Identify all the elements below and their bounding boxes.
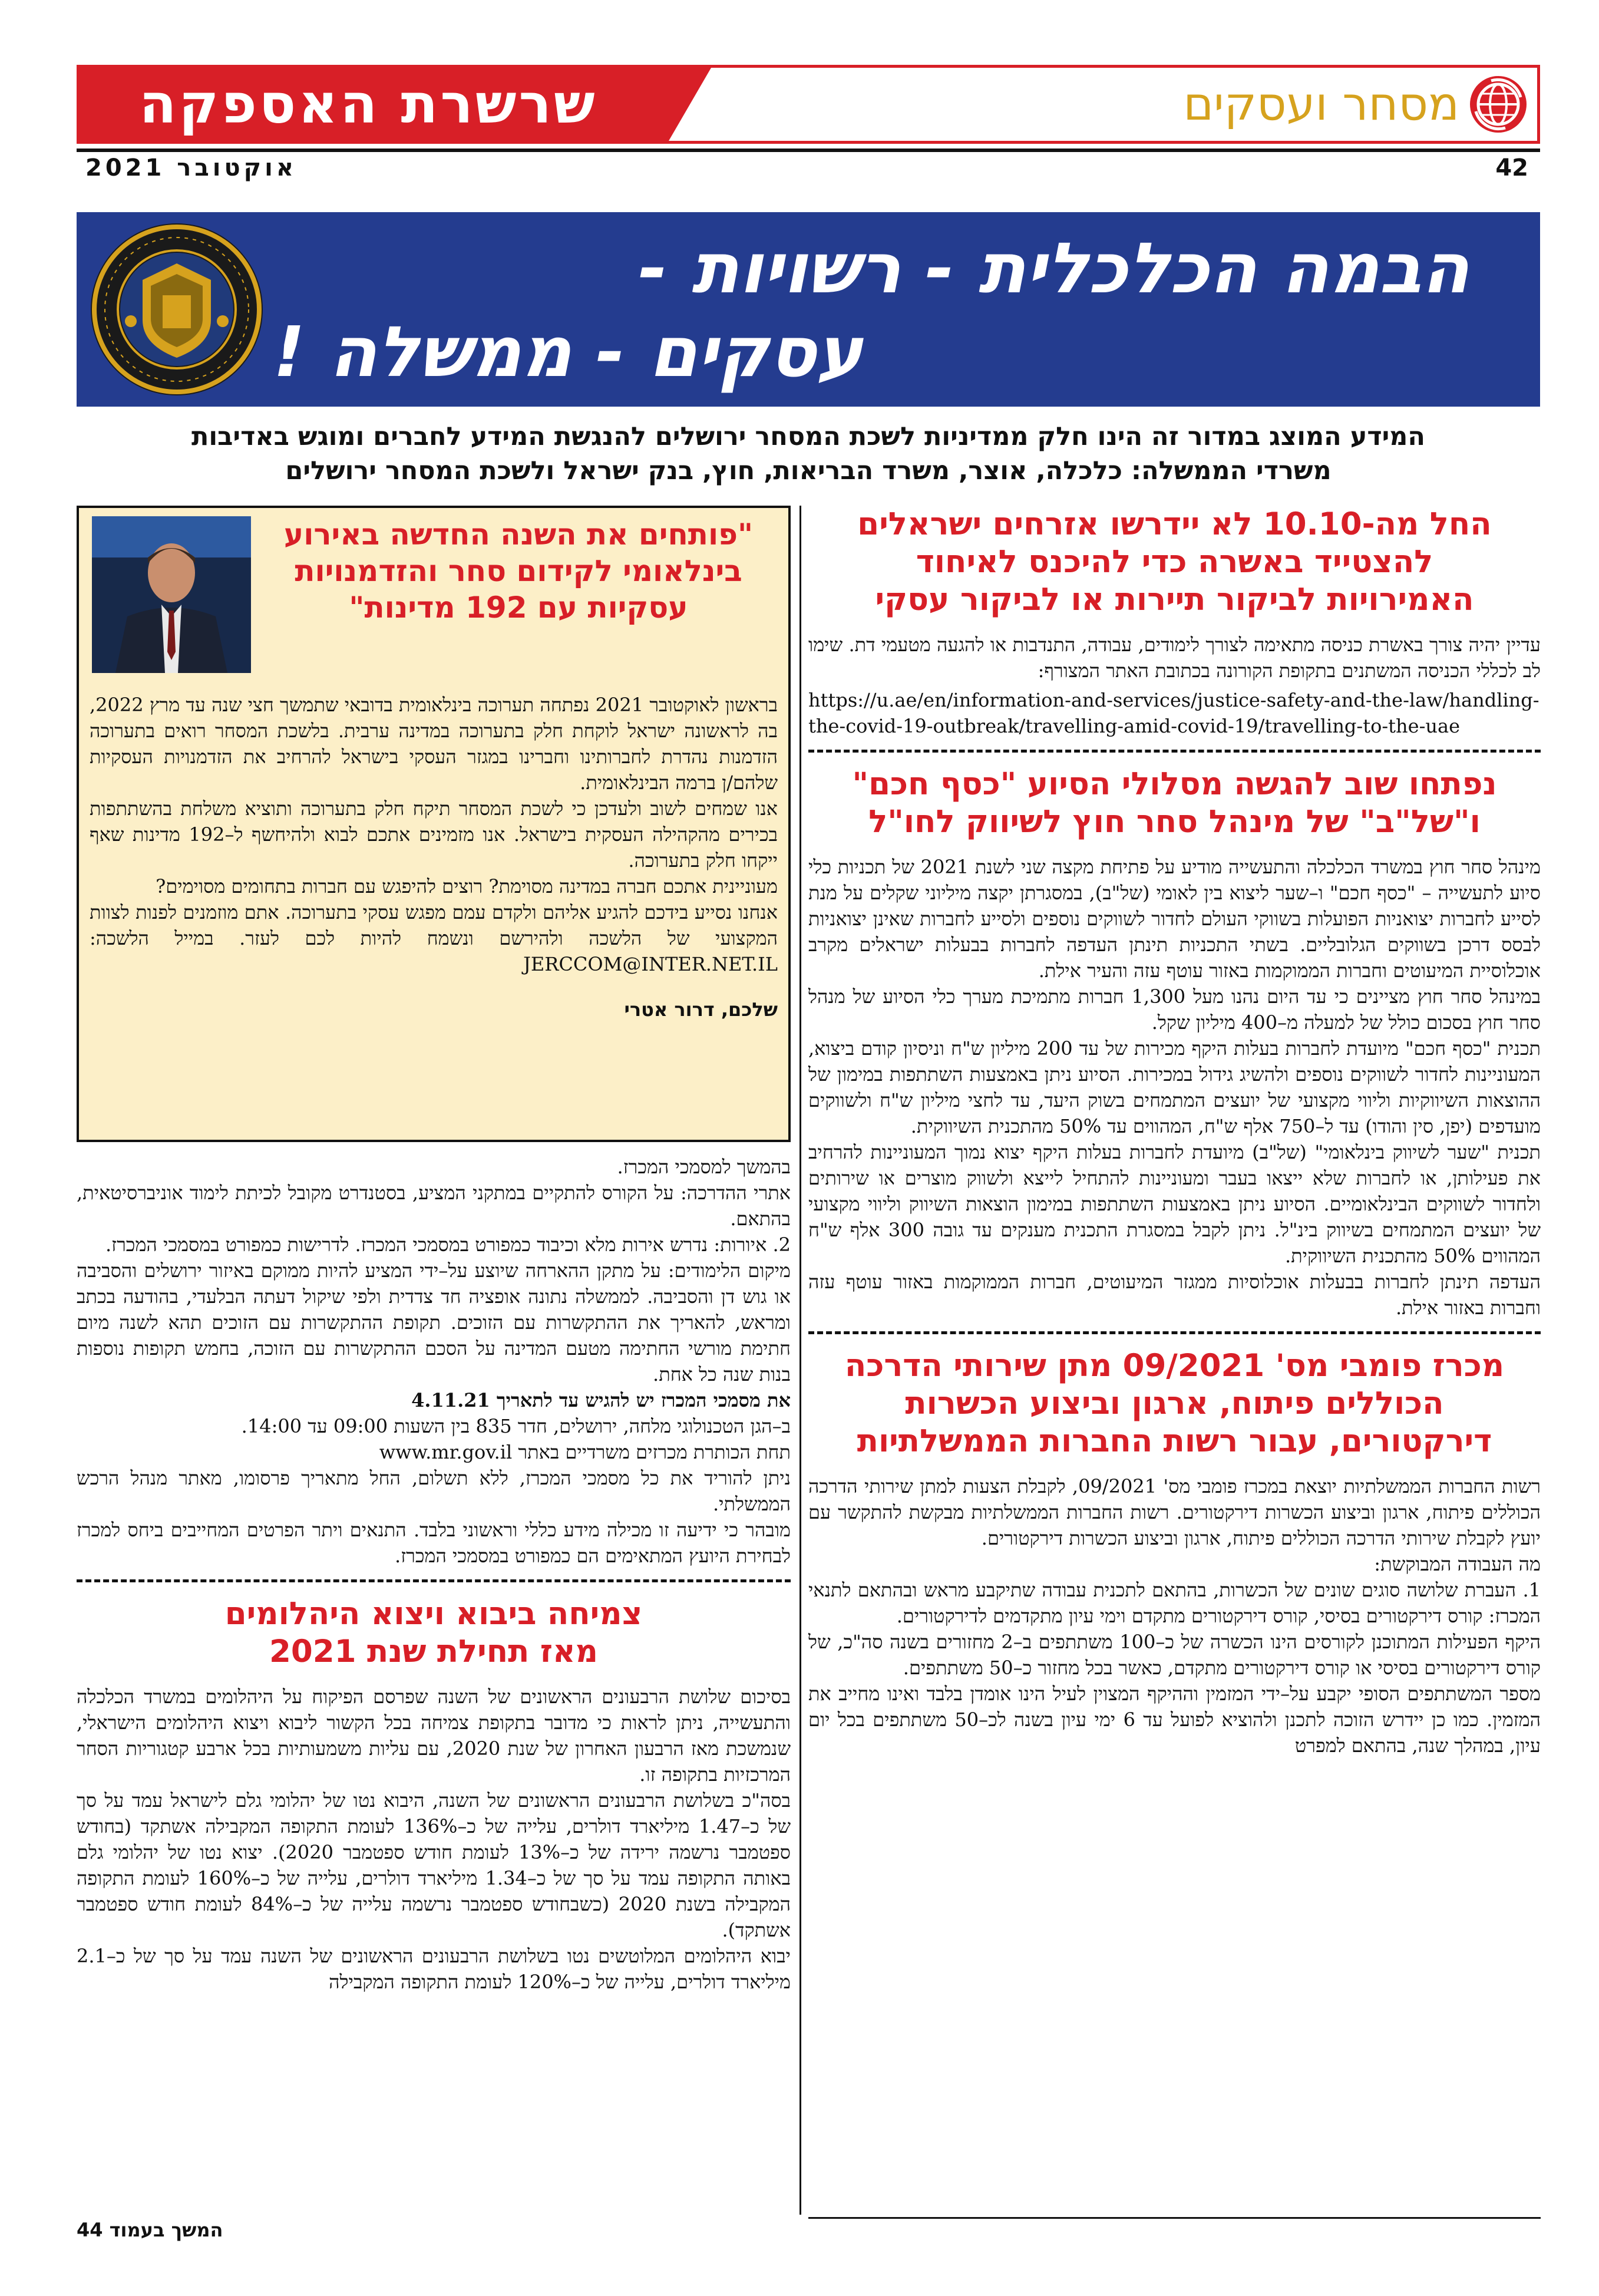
publication-name: שרשרת האספקה (139, 72, 597, 136)
chamber-seal-logo (88, 221, 265, 400)
editorial-paragraph: אנחנו נסייע בידכם להגיע אליהם ולקדם עמם מפגש עסקי בתערוכה. אתם מוזמנים לפנות לצוות המקצועי של הלשכה ולהירשם ונשמח להיות לכם לעזר. במייל הלשכה: JERCCOM@INTER.NET.IL (90, 901, 778, 975)
page-header (77, 65, 1540, 144)
column-divider (800, 506, 801, 2215)
article2-body (808, 854, 1541, 1321)
editorial-headline: "פותחים את השנה החדשה באירוע בינלאומי לקידום סחר והזדמנויות עסקיות עם 192 מדינות" (283, 517, 754, 625)
header-divider (77, 149, 1540, 152)
dashed-divider (808, 1331, 1541, 1334)
banner-title-line1: הבמה הכלכלית - רשויות - (638, 227, 1469, 309)
article4-paragraph: יבוא היהלומים המלוטשים נטו בשלושת הרבעונים הראשונים של השנה עמד על סך של כ–2.1 מיליארד דולרים, עלייה של כ–120% לעומת התקופה המקבילה (77, 1945, 791, 1993)
dashed-divider (808, 750, 1541, 753)
article3-paragraph: 1. העברת שלושה סוגים שונים של הכשרות, בהתאם לתכנית עבודה שתיקבע מראש ובהתאם לתנאי המכרז: קורס דירקטורים בסיסי, קורס דירקטורים מתקדם וימי עיון מתקדמים לדירקטורים. (808, 1579, 1541, 1627)
article3-paragraph: מה העבודה המבוקשת: (1374, 1553, 1541, 1575)
article4-headline: צמיחה ביבוא ויצוא היהלומים מאז תחילת שנת 2021 (224, 1596, 643, 1670)
article3-body (808, 1473, 1541, 1759)
article3-paragraph: מספר המשתתפים הסופי יקבע על–ידי המזמין וההיקף המצוין לעיל הינו אומדן בלבד ואינו מחייב את המזמין. כמו כן יידרש הזוכה לתכנן ולהוציא לפועל עד 6 ימי עיון בשנה לכ–50 משתתפים בכל יום עיון, במהלך שנה, בהתאם למפרט (808, 1683, 1541, 1757)
article2-paragraph: תכנית "כסף חכם" מיועדת לחברות בעלות היקף מכירות של עד 200 מיליון ש"ח וניסיון קודם ביצוא, המעוניינות לחדור לשווקים נוספים ולהשיג גידול במכירות. הסיוע ניתן באמצעות השתתפות במימון של ההוצאות השיווקיות וליווי מקצועי של יועצים המתמחים בשוק היעד, עד לחצי מיליון ש"ח ולשווקים מועדפים (יפן, סין והודו) עד ל–750 אלף ש"ח, המהווים עד 50% מהתכנית השיווקית. (808, 1037, 1541, 1137)
tender-paragraph: בהמשך למסמכי המכרז. (617, 1156, 791, 1178)
article2-paragraph: העדפה תינתן לחברות בבעלות אוכלוסיות ממגזר המיעוטים, חברות הממוקמות באזור עוטף עזה וחברות באזור אילת. (808, 1271, 1541, 1319)
article2-headline: נפתחו שוב להגשה מסלולי הסיוע "כסף חכם" ו"של"ב" של מינהל סחר חוץ לשיווק לחו"ל (852, 766, 1497, 840)
dashed-divider (77, 1579, 791, 1582)
tender-continued (77, 1154, 791, 1995)
intro-line1: המידע המוצג במדור זה הינו חלק ממדיניות לשכת המסחר ירושלים להנגשת המידע לחברים ומוגש באדיבות (191, 422, 1425, 451)
page-number: 42 (1495, 154, 1528, 182)
header-red-panel (80, 68, 669, 141)
continued-on-page: המשך בעמוד 44 (77, 2219, 223, 2241)
issue-date: אוקטובר 2021 (85, 154, 297, 182)
editorial-paragraph: מעוניינית אתכם חברה במדינה מסוימת? רוצים להיפגש עם חברות בתחומים מסוימים? (156, 875, 778, 898)
editorial-body (90, 692, 778, 977)
article3-headline: מכרז פומבי מס' 09/2021 מתן שירותי הדרכה הכוללים פיתוח, ארגון וביצוע הכשרות דירקטורים, עבור רשות החברות הממשלתיות (844, 1348, 1505, 1459)
article1-url: https://u.ae/en/information-and-services/justice-safety-and-the-law/handling-the-covid-19-outbreak/travelling-amid-covid-19/travelling-to-the-uae (808, 689, 1539, 737)
feature-banner (77, 212, 1540, 407)
tender-deadline: את מסמכי המכרז יש להגיש עד לתאריך 4.11.21 (411, 1389, 791, 1411)
article2-paragraph: מינהל סחר חוץ במשרד הכלכלה והתעשייה מודיע על פתיחת מקצה שני לשנת 2021 של תכניות כלי סיוע לתעשייה – "כסף חכם" ו–שער ליצוא בין לאומי (של"ב), במסגרתן יקצה מיליוני שקלים על מנת לסייע לחברות יצואניות הפועלות בשווקי העולם לחדור לשווקים נוספים ולסייע לחברות שאינן יצואניות לבסס דרכן בשווקים הגלובליים. בשתי התכניות תינתן העדפה לחברות בבעלות ישראלים מקרב אוכלוסיית המיעוטים וחברות הממוקמות באזור עוטף עזה והעיר אילת. (808, 856, 1541, 982)
intro-text (77, 420, 1540, 488)
article3-paragraph: היקף הפעילות המתוכנן לקורסים הינו הכשרה של כ–100 משתתפים ב–2 מחזורים בשנה סה"כ, של קורס דירקטורים בסיסי או קורס דירקטורים מתקדם, כאשר בכל מחזור כ–50 משתתפים. (808, 1631, 1541, 1679)
editorial-box (77, 506, 791, 1142)
article1-headline: החל מה-10.10 לא יידרשו אזרחים ישראלים להצטייד באשרה כדי להיכנס לאיחוד האמירויות לביקור תיירות או לביקור עסקי (857, 506, 1492, 618)
article2-paragraph: במינהל סחר חוץ מציינים כי עד היום נהנו מעל 1,300 חברות מתמיכת מערך כלי הסיוע של מנהל סחר חוץ בסכום כולל של למעלה מ–400 מיליון שקל. (808, 985, 1541, 1034)
article4-paragraph: בסיכום שלושת הרבעונים הראשונים של השנה שפרסם הפיקוח על היהלומים במשרד הכלכלה והתעשייה, ניתן לראות כי מדובר בתקופת צמיחה בכל הקשור ליבוא ויצוא היהלומים הישראלי, שנמשכת מאז הרבעון האחרון של שנת 2020, עם עליות משמעותיות בכל ארבע קטגוריות הסחר המרכזיות בתקופה זו. (77, 1685, 791, 1786)
tender-paragraph: מיקום הלימודים: על מתקן ההארחה שיוצע על–ידי המציע להיות ממוקם באיזור ירושלים והסביבה או גוש דן והסביבה. לממשלה נתונה אופציה חד צדדית ולפי שיקול דעתה הבלעדי, בהודעה בכתב ומראש, להאריך את ההתקשרות עם הזוכים. תקופת ההתקשרות עם הזוכים תהא לשנה מיום חתימת מורשי החתימה מטעם המדינה על הסכם ההתקשרות עם הזוכה, בחמש תקופות נוספות בנות שנה כל אחת. (77, 1259, 791, 1385)
tender-paragraph: 2. איורות: נדרש אירות מלא וכיבוד כמפורט במסמכי המכרז. לדרישות כמפורט במסמכי המכרז. (105, 1233, 791, 1256)
tender-note: מובהר כי ידיעה זו מכילה מידע כללי וראשוני בלבד. התנאים ויתר הפרטים המחייבים ביחס למכרז לבחירת היועץ המתאימים הם כמפורט במסמכי המכרז. (77, 1519, 791, 1567)
tender-address: ב–הגן הטכנולוגי מלחה, ירושלים, חדר 835 בין השעות 09:00 עד 14:00. (241, 1415, 791, 1437)
footer-rule (808, 2217, 1541, 2219)
article4-body (77, 1684, 791, 1995)
editorial-paragraph: בראשון לאוקטובר 2021 נפתחה תערוכה בינלאומית בדובאי שתמשך חצי שנה עד מרץ 2022, בה לראשונה ישראל לוקחת חלק בתערוכה במדינה ערבית. בלשכת המסחר רואים בתערוכה הזדמנות נהדרת לחברותינו וחברינו במגזר העסקי בישראל להרחיב את הזדמנויות העסקיות שלהם/ן ברמה הבינלאומית. (90, 694, 778, 794)
globe-icon (1470, 76, 1527, 133)
article1-body: עדיין יהיה צורך באשרת כניסה מתאימה לצורך לימודים, עבודה, התנדבות או להגעה מטעמי דת. שימו לב לכללי הכניסה המשתנים בתקופת הקורונה בכתובת האתר המצורף: (808, 634, 1541, 682)
tender-site: תחת הכותרת מכרזים משרדיים באתר www.mr.gov.il (379, 1441, 791, 1463)
editorial-signature: שלכם, דרור אטרי (624, 998, 778, 1021)
article3-paragraph: רשות החברות הממשלתיות יוצאת במכרז פומבי מס' 09/2021, לקבלת הצעות למתן שירותי הדרכה הכוללים פיתוח, ארגון וביצוע הכשרות דירקטורים. רשות החברות הממשלתיות מבקשת להתקשר עם יועץ לקבלת שירותי הדרכה הכוללים פיתוח, ארגון וביצוע הכשרות דירקטורים. (808, 1475, 1541, 1549)
tender-download: ניתן להוריד את כל מסמכי המכרז, ללא תשלום, החל מתאריך פרסומו, מאתר מנהל הרכש הממשלתי. (77, 1467, 791, 1515)
author-photo (92, 516, 251, 673)
right-column (808, 506, 1541, 1759)
intro-line2: משרדי הממשלה: כלכלה, אוצר, משרד הבריאות, חוץ, בנק ישראל ולשכת המסחר ירושלים (285, 456, 1332, 486)
article2-paragraph: תכנית "שער לשיווק בינלאומי" (של"ב) מיועדת לחברות בעלות היקף יצוא נמוך המעוניינות להרחיב את פעילותן, או לחברות שלא ייצאו בעבר ומעוניינות להתחיל לייצא ולשווק מוצרים או שירותים ולחדור לשווקים הבינלאומיים. הסיוע ניתן באמצעות השתתפות במימון הוצאות השיווק וליווי מקצועי של יועצים המתמחים בשיווק בינ"ל. ניתן לקבל במסגרת התכנית מענקים עד גובה 300 אלף ש"ח המהווים 50% מהתכנית השיווקית. (808, 1141, 1541, 1267)
banner-title-line2: עסקים - ממשלה ! (273, 311, 863, 392)
article4-paragraph: בסה"כ בשלושת הרבעונים הראשונים של השנה, היבוא נטו של יהלומי גלם לישראל עמד על סך של כ–1.47 מיליארד דולרים, עלייה של כ–136% לעומת התקופה המקבילה אשתקד (בחודש ספטמבר נרשמה ירידה של כ–13% לעומת חודש ספטמבר 2020). יצוא נטו של יהלומי גלם באותה התקופה עמד על סך של כ–1.34 מיליארד דולרים, עלייה של כ–160% לעומת התקופה המקבילה בשנת 2020 (כשבחודש ספטמבר נרשמה עלייה של כ–84% לעומת חודש ספטמבר אשתקד). (77, 1789, 791, 1941)
editorial-paragraph: אנו שמחים לשוב ולעדכן כי לשכת המסחר תיקח חלק בתערוכה ותוציא משלחת בהשתתפות בכירים מהקהילה העסקית בישראל. אנו מזמינים אתכם לבוא ולהיחשף ל–192 מדינות שאף ייקחו חלק בתערוכה. (90, 797, 778, 872)
section-title: מסחר ועסקים (1183, 78, 1459, 131)
tender-paragraph: אתרי ההדרכה: על הקורס להתקיים במתקני המציע, בסטנדרט מקובל לכיתת לימוד אוניברסיטאית, בהתאם. (77, 1182, 791, 1230)
editorial-box-head (90, 516, 778, 692)
